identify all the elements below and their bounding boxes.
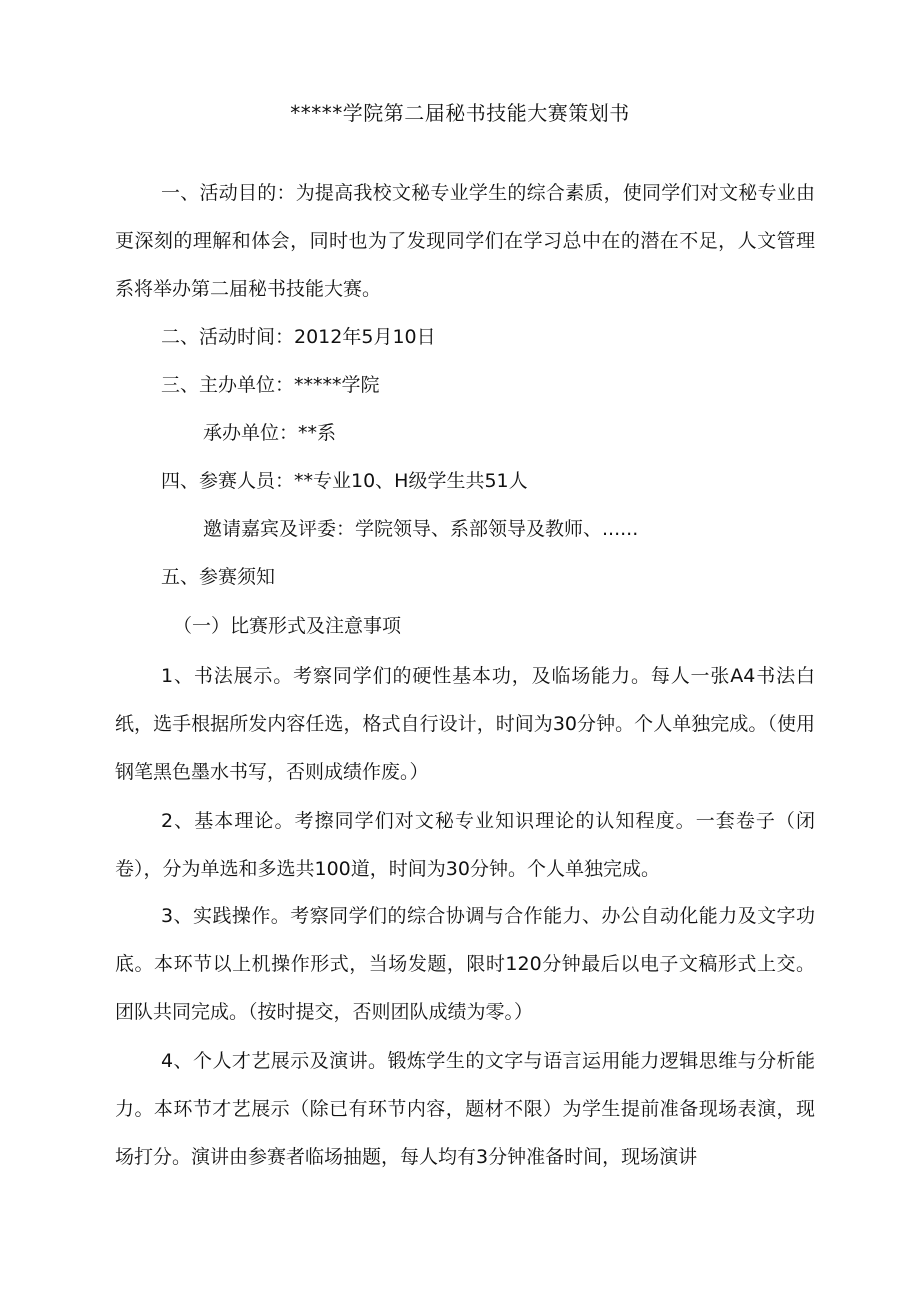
item-calligraphy: 1、书法展示。考察同学们的硬性基本功，及临场能力。每人一张A4书法白纸，选手根据所发内容任选，格式自行设计，时间为30分钟。个人单独完成。（使用钢笔黑色墨水书写，否则成绩作废。） (115, 665, 815, 783)
section-time: 二、活动时间：2012年5月10日 (161, 326, 436, 348)
subsection-format-heading: （一）比赛形式及注意事项 (173, 615, 402, 637)
section-participants: 四、参赛人员：**专业10、H级学生共51人 (161, 470, 528, 492)
document-title: *****学院第二届秘书技能大赛策划书 (290, 101, 630, 125)
section-guests: 邀请嘉宾及评委：学院领导、系部领导及教师、...... (203, 518, 639, 540)
item-practice: 3、实践操作。考察同学们的综合协调与合作能力、办公自动化能力及文字功底。本环节以上机操作形式，当场发题，限时120分钟最后以电子文稿形式上交。团队共同完成。（按时提交，否则团队成绩为零。） (115, 905, 815, 1023)
section-co-organizer: 承办单位：**系 (203, 422, 337, 444)
item-theory: 2、基本理论。考擦同学们对文秘专业知识理论的认知程度。一套卷子（闭卷），分为单选和多选共100道，时间为30分钟。个人单独完成。 (115, 810, 815, 880)
item-talent-speech: 4、个人才艺展示及演讲。锻炼学生的文字与语言运用能力逻辑思维与分析能力。本环节才艺展示（除已有环节内容，题材不限）为学生提前准备现场表演，现场打分。演讲由参赛者临场抽题，每人均有3分钟准备时间，现场演讲 (115, 1050, 815, 1168)
section-organizer: 三、主办单位：*****学院 (161, 374, 380, 396)
section-notice-heading: 五、参赛须知 (161, 566, 276, 588)
section-purpose: 一、活动目的：为提高我校文秘专业学生的综合素质，使同学们对文秘专业由更深刻的理解和体会，同时也为了发现同学们在学习总中在的潜在不足，人文管理系将举办第二届秘书技能大赛。 (115, 182, 815, 300)
